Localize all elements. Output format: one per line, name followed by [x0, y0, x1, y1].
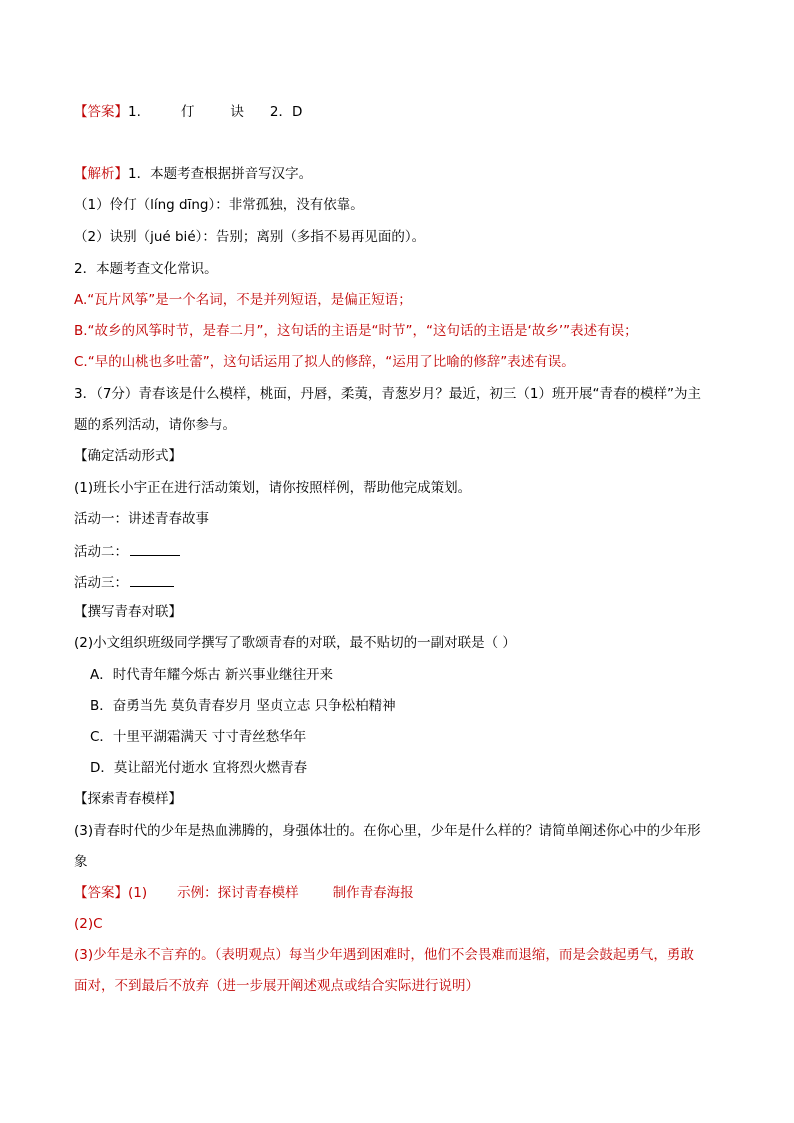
analysis-line-2: （1）伶仃（líng dīng）：非常孤独，没有依靠。 [74, 197, 364, 213]
option-a: A．时代青年耀今烁古 新兴事业继往开来 [90, 667, 334, 683]
answer-1-word1: 仃 [180, 104, 195, 120]
question-3-sub-3-line-1: (3)青春时代的少年是热血沸腾的，身强体壮的。在你心里，少年是什么样的？请简单阐述你心中的少年形 [74, 823, 701, 839]
activity-1: 活动一：讲述青春故事 [74, 511, 209, 527]
answer-1-word2: 诀 [230, 104, 244, 120]
answer-1-part1: 1. [128, 104, 141, 120]
question-3-sub-3-line-2: 象 [74, 854, 88, 870]
analysis-line-3: （2）诀别（jué bié）：告别；离别（多指不易再见面的）。 [74, 229, 426, 245]
analysis-text-1: 1．本题考查根据拼音写汉字。 [128, 166, 313, 182]
analysis-line-5: A.“瓦片风筝”是一个名词，不是并列短语，是偏正短语； [74, 292, 412, 308]
answer-3-line-4: 面对，不到最后不放弃（进一步展开阐述观点或结合实际进行说明） [74, 978, 479, 994]
option-c: C．十里平湖霜满天 寸寸青丝愁华年 [90, 729, 307, 745]
analysis-line-1 [74, 165, 312, 183]
answer-3-example-1: 示例：探讨青春模样 [177, 885, 299, 901]
answer-1-part2: 2．D [269, 104, 303, 120]
activity-2-label: 活动二： [74, 544, 128, 560]
analysis-line-6: B.“故乡的风筝时节，是春二月”，这句话的主语是“时节”，“这句话的主语是‘故乡’”表述有误； [74, 323, 638, 339]
answer-tag: 【答案】 [74, 104, 128, 120]
analysis-line-4: 2．本题考查文化常识。 [74, 261, 218, 277]
answer-1-line [74, 103, 302, 121]
question-3-sub-2: (2)小文组织班级同学撰写了歌颂青春的对联，最不贴切的一副对联是（ ） [74, 635, 516, 651]
activity-3-label: 活动三： [74, 575, 128, 591]
analysis-line-7: C.“早的山桃也多吐蕾”，这句话运用了拟人的修辞，“运用了比喻的修辞”表述有误。 [74, 354, 575, 370]
question-3-line-1: 3．（7分）青春该是什么模样，桃面，丹唇，柔荑，青葱岁月？最近，初三（1）班开展“青春的模样”为主 [74, 386, 702, 402]
answer-3-num-1: (1) [128, 885, 148, 901]
question-3-sub-1: (1)班长小宇正在进行活动策划，请你按照样例，帮助他完成策划。 [74, 480, 472, 496]
activity-2 [74, 541, 180, 561]
activity-2-blank [130, 541, 180, 556]
answer-3-example-2: 制作青春海报 [332, 885, 414, 901]
section-heading-explore: 【探索青春模样】 [74, 791, 182, 807]
answer-3-line-1 [74, 884, 414, 902]
question-3-line-2: 题的系列活动，请你参与。 [74, 417, 236, 433]
answer-3-tag: 【答案】 [74, 885, 128, 901]
section-heading-activity-form: 【确定活动形式】 [74, 448, 182, 464]
answer-3-line-2: (2)C [74, 916, 103, 932]
analysis-tag: 【解析】 [74, 166, 128, 182]
option-d: D．莫让韶光付逝水 宜将烈火燃青春 [90, 760, 308, 776]
answer-3-line-3: (3)少年是永不言弃的。（表明观点）每当少年遇到困难时，他们不会畏难而退缩，而是会鼓起勇气，勇敢 [74, 947, 694, 963]
activity-3-blank [130, 572, 174, 587]
section-heading-couplet: 【撰写青春对联】 [74, 604, 182, 620]
activity-3 [74, 572, 174, 592]
option-b: B．奋勇当先 莫负青春岁月 坚贞立志 只争松柏精神 [90, 698, 396, 714]
